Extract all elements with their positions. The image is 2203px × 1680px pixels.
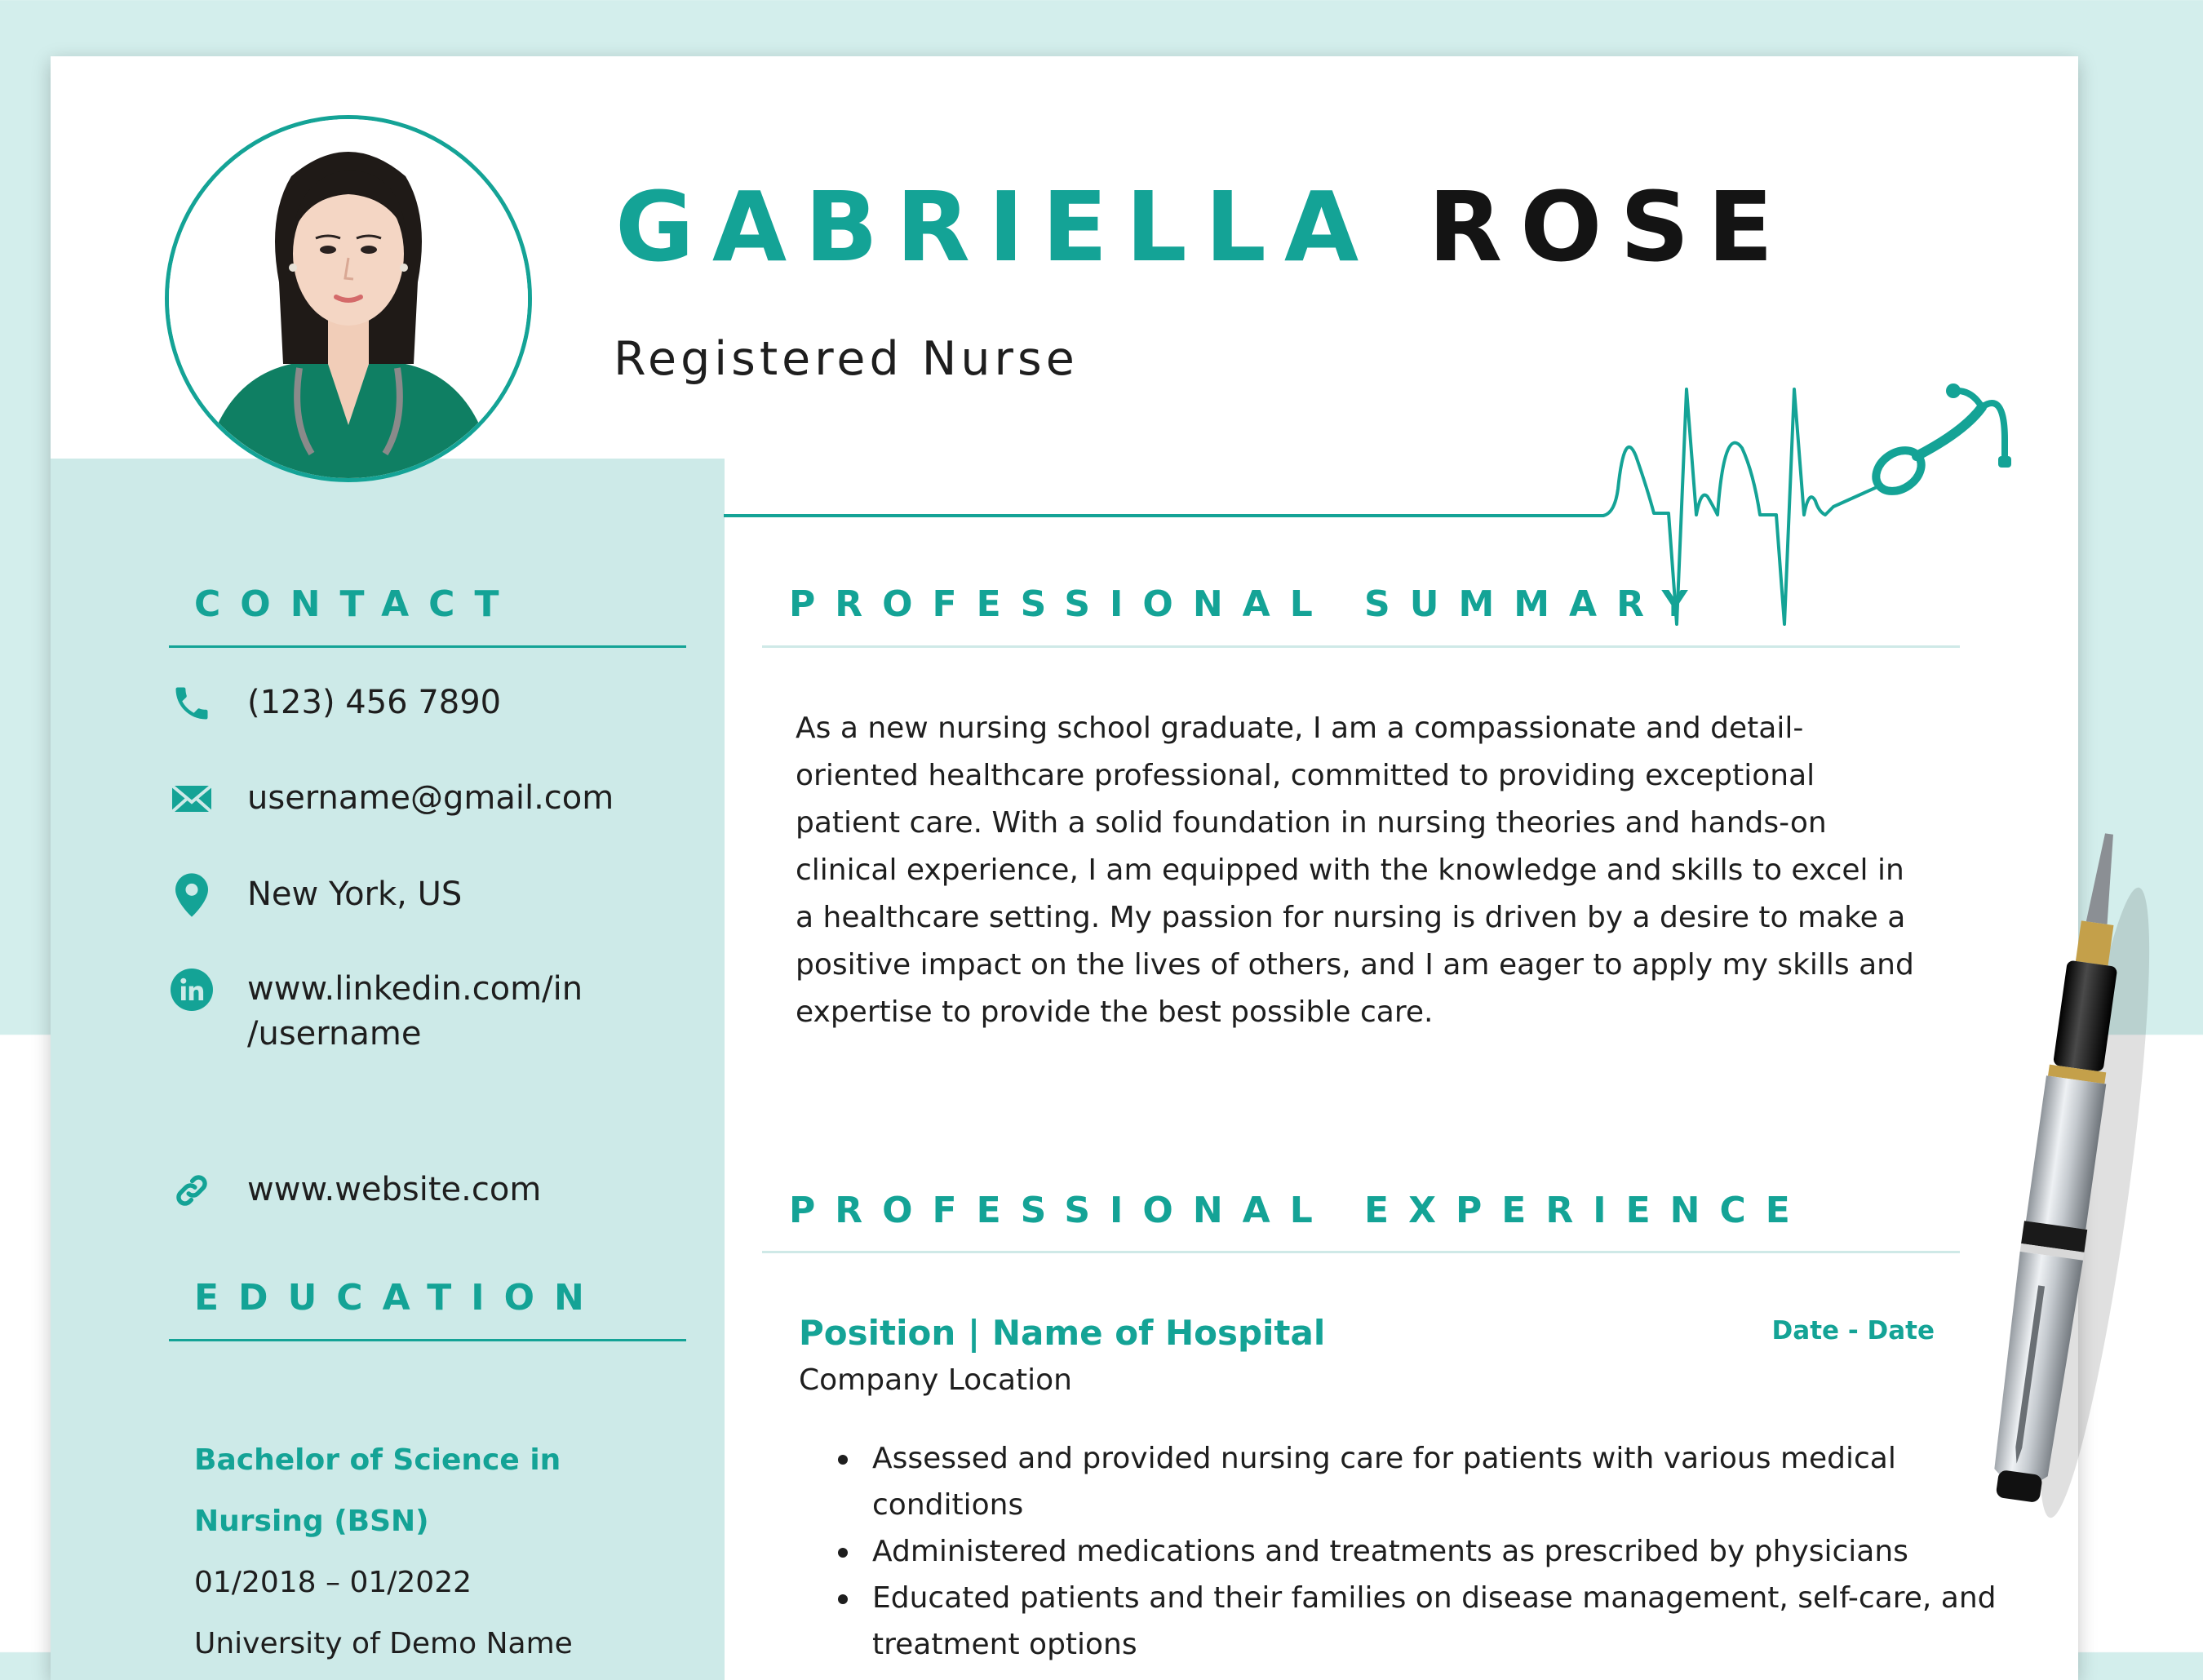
linkedin-icon [169,967,215,1013]
job-role: Registered Nurse [614,332,1079,386]
school-name: University of Demo Name [194,1627,573,1660]
location-pin-icon [169,872,215,918]
summary-heading: PROFESSIONAL SUMMARY [789,583,1708,625]
list-item: Administered medications and treatments as prescribed by physicians [872,1528,2023,1575]
resume-page [51,56,2078,1680]
contact-text: username@gmail.com [247,779,614,817]
education-entry [194,1430,684,1674]
contact-divider [169,645,686,648]
contact-email [169,776,614,822]
portrait-image [169,119,528,478]
summary-text: As a new nursing school graduate, I am a compassionate and detail-oriented healthcare professional, committed to providing exceptional patient care. With a solid foundation in nursing theories and hands-on clinical experience, I am equipped with the knowledge and skills to excel in a healthcare setting. My passion for nursing is driven by a desire to make a positive impact on the lives of others, and I am eager to apply my skills and expertise to provide the best possible care. [796,711,1914,1029]
education-heading: EDUCATION [194,1277,604,1319]
experience-divider [762,1251,1960,1253]
experience-heading: PROFESSIONAL EXPERIENCE [789,1190,1810,1231]
education-divider [169,1339,686,1341]
job-dates: Date - Date [1771,1316,1935,1345]
education-dates: 01/2018 – 01/2022 [194,1566,472,1599]
contact-text: New York, US [247,875,463,913]
contact-linkedin [169,967,583,1057]
phone-icon [169,680,215,726]
degree: Bachelor of Science in Nursing (BSN) [194,1443,561,1538]
first-name: GABRIELLA [615,171,1377,283]
job-location: Company Location [799,1363,1072,1397]
last-name: ROSE [1428,171,1792,283]
contact-text: www.website.com [247,1171,542,1208]
list-item: Assessed and provided nursing care for patients with various medical conditions [872,1435,2023,1528]
profile-photo [165,115,532,482]
contact-text: www.linkedin.com/in /username [247,970,583,1053]
fountain-pen-image [1975,832,2170,1542]
contact-phone [169,680,501,726]
envelope-icon [169,776,215,822]
job-title: Position | Name of Hospital [799,1313,1326,1353]
summary-divider [762,645,1960,648]
job-duties-list [799,1435,2023,1668]
link-icon [169,1168,215,1213]
list-item: Educated patients and their families on disease management, self-care, and treatment options [872,1575,2023,1668]
contact-text: (123) 456 7890 [247,684,502,721]
contact-heading: CONTACT [194,583,519,625]
contact-website [169,1168,541,1213]
contact-location [169,872,462,918]
candidate-name [615,171,1792,283]
